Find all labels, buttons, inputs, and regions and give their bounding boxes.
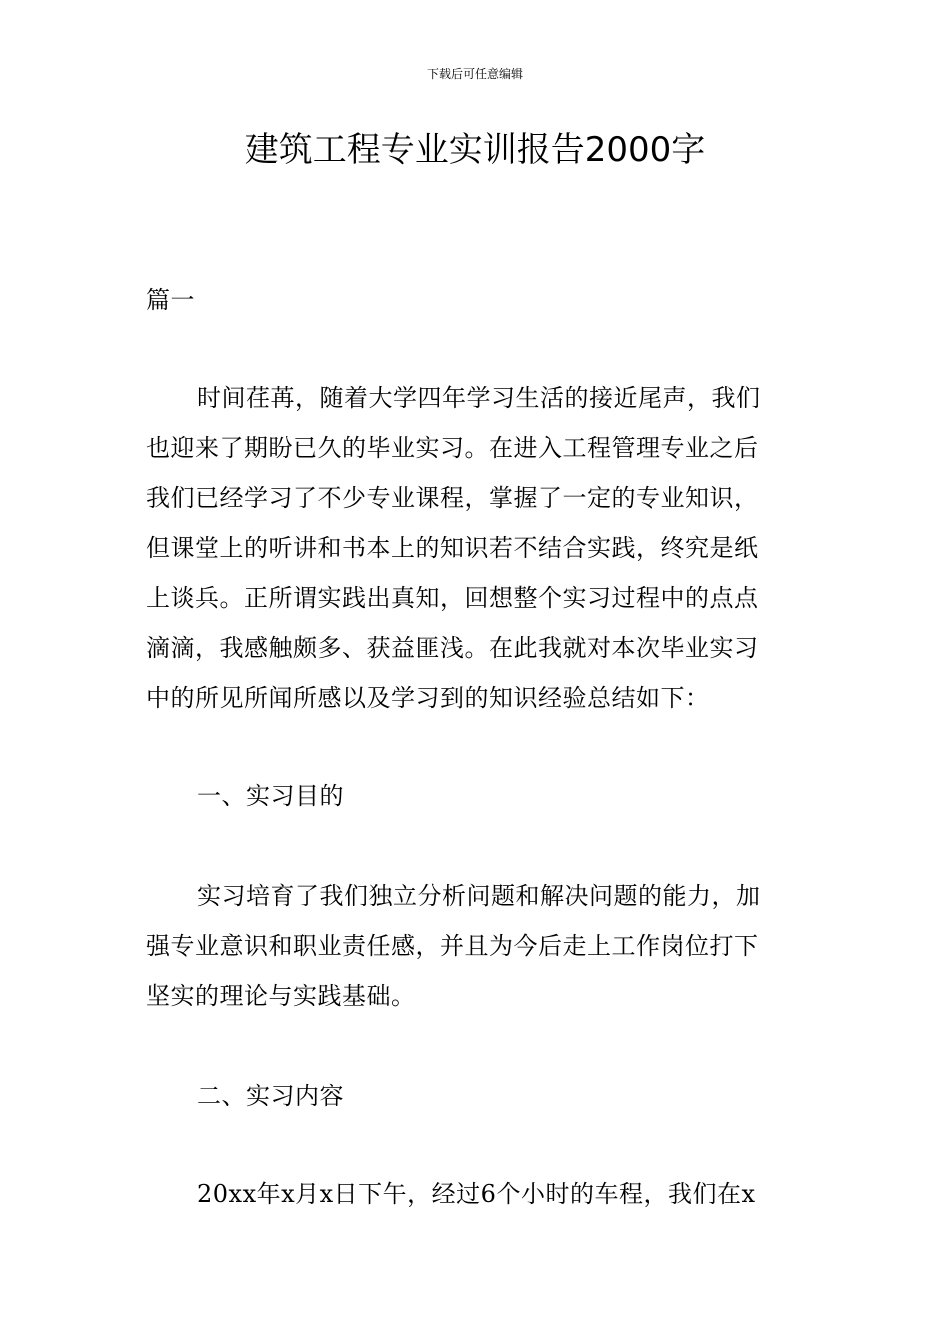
paragraph-line: 时间荏苒，随着大学四年学习生活的接近尾声，我们 — [197, 384, 761, 412]
paragraph-line: 但课堂上的听讲和书本上的知识若不结合实践，终究是纸 — [146, 534, 759, 562]
paragraph-line: 强专业意识和职业责任感，并且为今后走上工作岗位打下 — [146, 932, 759, 960]
paragraph-line: 实习培育了我们独立分析问题和解决问题的能力，加 — [197, 882, 761, 910]
document-title: 建筑工程专业实训报告2000字 — [244, 130, 706, 170]
header-note: 下载后可任意编辑 — [426, 67, 523, 81]
section-heading: 一、实习目的 — [197, 782, 344, 810]
paragraph-line: 上谈兵。正所谓实践出真知，回想整个实习过程中的点点 — [146, 584, 759, 612]
paragraph-line: 20xx年x月x日下午，经过6个小时的车程，我们在x — [197, 1180, 756, 1208]
paragraph-line: 中的所见所闻所感以及学习到的知识经验总结如下： — [146, 684, 710, 712]
paragraph-line: 也迎来了期盼已久的毕业实习。在进入工程管理专业之后 — [146, 434, 759, 462]
paragraph-line: 我们已经学习了不少专业课程，掌握了一定的专业知识， — [146, 484, 759, 512]
paragraph-line: 坚实的理论与实践基础。 — [146, 982, 416, 1010]
section-heading: 二、实习内容 — [197, 1082, 344, 1110]
paragraph-line: 滴滴，我感触颇多、获益匪浅。在此我就对本次毕业实习 — [146, 634, 759, 662]
section-label: 篇一 — [146, 286, 195, 314]
